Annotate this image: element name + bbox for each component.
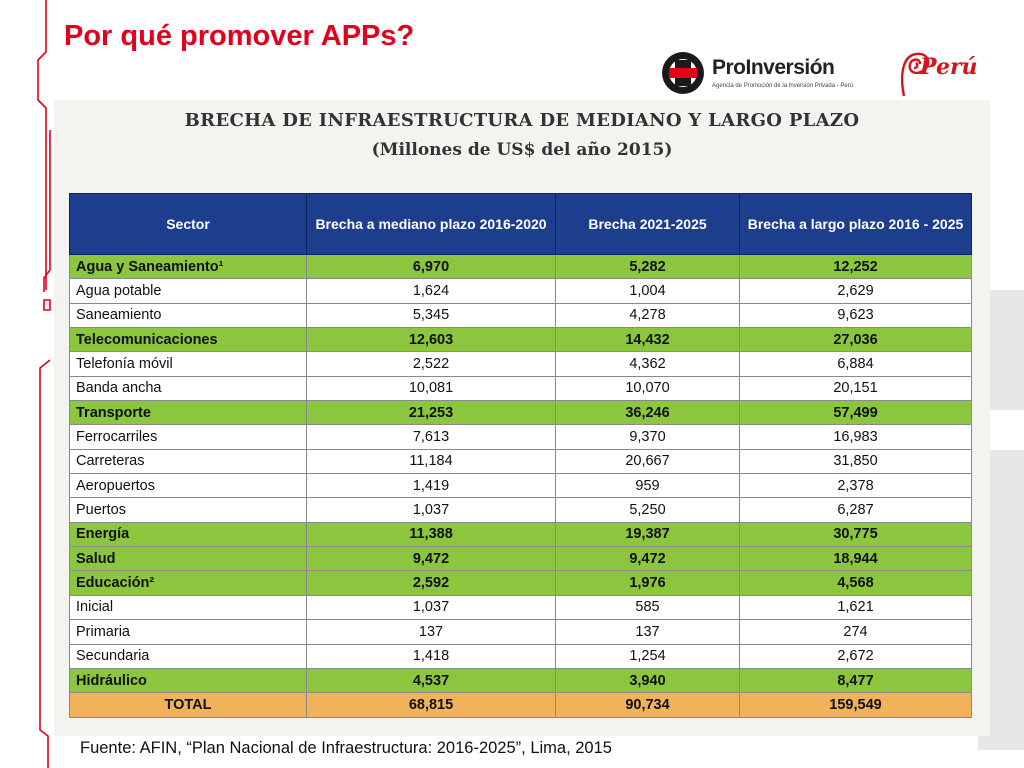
cell-brecha-mediano: 10,081: [307, 376, 556, 400]
cell-brecha-mediano: 137: [307, 620, 556, 644]
cell-brecha-2021-2025: 137: [556, 620, 740, 644]
cell-brecha-2021-2025: 585: [556, 595, 740, 619]
cell-brecha-2021-2025: 36,246: [556, 401, 740, 425]
cell-sector: Agua y Saneamiento¹: [70, 255, 307, 279]
cell-brecha-2021-2025: 19,387: [556, 522, 740, 546]
cell-brecha-2021-2025: 4,362: [556, 352, 740, 376]
table-row: [70, 279, 972, 303]
cell-brecha-mediano: 68,815: [307, 693, 556, 717]
cell-brecha-mediano: 12,603: [307, 328, 556, 352]
cell-brecha-largo: 274: [740, 620, 972, 644]
infrastructure-gap-table-wrapper: [69, 193, 971, 718]
table-row: [70, 498, 972, 522]
table-group-row: [70, 571, 972, 595]
cell-brecha-largo: 2,629: [740, 279, 972, 303]
proinversion-emblem-icon: [660, 50, 706, 96]
cell-brecha-mediano: 5,345: [307, 303, 556, 327]
cell-brecha-mediano: 1,037: [307, 595, 556, 619]
header-brecha-mediano: Brecha a mediano plazo 2016-2020: [307, 194, 556, 255]
table-row: [70, 303, 972, 327]
cell-brecha-2021-2025: 5,282: [556, 255, 740, 279]
cell-brecha-largo: 1,621: [740, 595, 972, 619]
cell-brecha-largo: 8,477: [740, 668, 972, 692]
table-group-row: [70, 401, 972, 425]
cell-sector: TOTAL: [70, 693, 307, 717]
header-brecha-largo: Brecha a largo plazo 2016 - 2025: [740, 194, 972, 255]
cell-sector: Inicial: [70, 595, 307, 619]
table-group-row: [70, 328, 972, 352]
cell-sector: Transporte: [70, 401, 307, 425]
cell-brecha-mediano: 1,419: [307, 474, 556, 498]
table-row: [70, 474, 972, 498]
cell-sector: Primaria: [70, 620, 307, 644]
cell-brecha-mediano: 1,037: [307, 498, 556, 522]
table-row: [70, 644, 972, 668]
cell-sector: Secundaria: [70, 644, 307, 668]
cell-brecha-2021-2025: 90,734: [556, 693, 740, 717]
source-note: Fuente: AFIN, “Plan Nacional de Infraestructura: 2016-2025”, Lima, 2015: [80, 739, 612, 757]
header-sector: Sector: [70, 194, 307, 255]
scanned-table-panel: [54, 100, 990, 736]
cell-sector: Agua potable: [70, 279, 307, 303]
proinversion-logo: [660, 50, 854, 100]
cell-brecha-mediano: 1,624: [307, 279, 556, 303]
cell-brecha-largo: 2,378: [740, 474, 972, 498]
table-row: [70, 595, 972, 619]
cell-brecha-mediano: 4,537: [307, 668, 556, 692]
peru-brand-text: Perú: [920, 54, 978, 80]
table-body: [70, 255, 972, 718]
slide-title: Por qué promover APPs?: [64, 20, 415, 52]
infrastructure-gap-table: [69, 193, 972, 718]
cell-brecha-2021-2025: 1,976: [556, 571, 740, 595]
cell-brecha-2021-2025: 9,370: [556, 425, 740, 449]
cell-brecha-largo: 4,568: [740, 571, 972, 595]
table-row: [70, 449, 972, 473]
cell-brecha-largo: 30,775: [740, 522, 972, 546]
cell-sector: Aeropuertos: [70, 474, 307, 498]
decorative-bracket-left: [0, 0, 60, 768]
cell-brecha-largo: 31,850: [740, 449, 972, 473]
cell-sector: Puertos: [70, 498, 307, 522]
cell-brecha-largo: 6,884: [740, 352, 972, 376]
cell-sector: Banda ancha: [70, 376, 307, 400]
cell-brecha-mediano: 11,388: [307, 522, 556, 546]
table-group-row: [70, 255, 972, 279]
cell-brecha-mediano: 2,592: [307, 571, 556, 595]
table-row: [70, 425, 972, 449]
table-title: BRECHA DE INFRAESTRUCTURA DE MEDIANO Y LARGO PLAZO: [184, 110, 860, 131]
cell-brecha-mediano: 7,613: [307, 425, 556, 449]
proinversion-tagline: Agencia de Promoción de la Inversión Privada - Perú: [712, 83, 854, 89]
cell-brecha-2021-2025: 1,254: [556, 644, 740, 668]
table-group-row: [70, 522, 972, 546]
cell-brecha-largo: 2,672: [740, 644, 972, 668]
cell-sector: Telefonía móvil: [70, 352, 307, 376]
cell-sector: Carreteras: [70, 449, 307, 473]
cell-brecha-2021-2025: 14,432: [556, 328, 740, 352]
cell-brecha-largo: 27,036: [740, 328, 972, 352]
cell-brecha-mediano: 2,522: [307, 352, 556, 376]
cell-brecha-mediano: 1,418: [307, 644, 556, 668]
table-row: [70, 376, 972, 400]
cell-brecha-largo: 6,287: [740, 498, 972, 522]
cell-brecha-largo: 16,983: [740, 425, 972, 449]
cell-brecha-2021-2025: 4,278: [556, 303, 740, 327]
cell-brecha-largo: 57,499: [740, 401, 972, 425]
cell-brecha-largo: 12,252: [740, 255, 972, 279]
cell-sector: Educación²: [70, 571, 307, 595]
table-subtitle: (Millones de US$ del año 2015): [371, 140, 673, 160]
cell-sector: Energía: [70, 522, 307, 546]
table-row: [70, 620, 972, 644]
cell-brecha-largo: 20,151: [740, 376, 972, 400]
cell-sector: Salud: [70, 547, 307, 571]
table-total-row: [70, 693, 972, 717]
cell-brecha-2021-2025: 3,940: [556, 668, 740, 692]
table-row: [70, 352, 972, 376]
cell-brecha-largo: 18,944: [740, 547, 972, 571]
cell-sector: Saneamiento: [70, 303, 307, 327]
table-group-row: [70, 668, 972, 692]
cell-brecha-mediano: 21,253: [307, 401, 556, 425]
table-header-row: [70, 194, 972, 255]
cell-brecha-2021-2025: 9,472: [556, 547, 740, 571]
proinversion-name: ProInversión: [712, 56, 835, 79]
table-group-row: [70, 547, 972, 571]
header-brecha-2021-2025: Brecha 2021-2025: [556, 194, 740, 255]
cell-brecha-mediano: 11,184: [307, 449, 556, 473]
cell-brecha-2021-2025: 959: [556, 474, 740, 498]
cell-sector: Telecomunicaciones: [70, 328, 307, 352]
cell-brecha-2021-2025: 10,070: [556, 376, 740, 400]
cell-brecha-mediano: 9,472: [307, 547, 556, 571]
cell-brecha-largo: 159,549: [740, 693, 972, 717]
cell-brecha-2021-2025: 5,250: [556, 498, 740, 522]
cell-brecha-2021-2025: 1,004: [556, 279, 740, 303]
cell-sector: Hidráulico: [70, 668, 307, 692]
peru-brand-logo: [896, 46, 992, 100]
cell-brecha-mediano: 6,970: [307, 255, 556, 279]
cell-sector: Ferrocarriles: [70, 425, 307, 449]
cell-brecha-largo: 9,623: [740, 303, 972, 327]
cell-brecha-2021-2025: 20,667: [556, 449, 740, 473]
